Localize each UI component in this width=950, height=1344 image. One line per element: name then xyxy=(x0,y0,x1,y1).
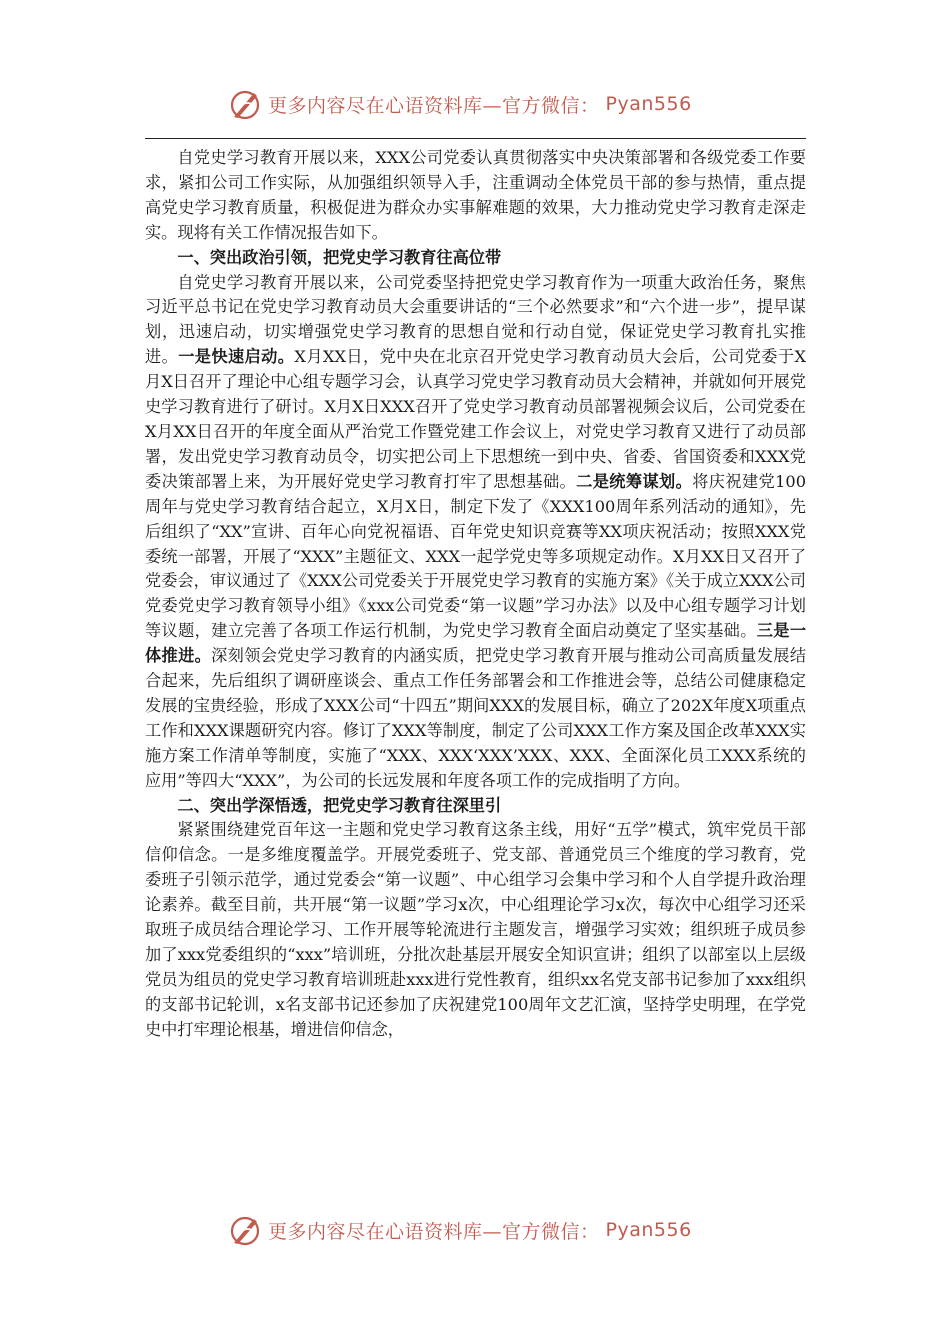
watermark-text: 更多内容尽在心语资料库—官方微信： xyxy=(268,1220,600,1243)
section-1-text-c: X月XX日，党中央在北京召开党史学习教育动员大会后，公司党委于X月X日召开了理论中心组专题学习会，认真学习党史学习教育动员大会精神，并就如何开展党史学习教育进行了研讨。X月X日XXX召开了党史学习教育动员部署视频会议后，公司党委在X月XX日召开的年度全面从严治党工作暨党建工作会议上，对党史学习教育又进行了动员部署，发出党史学习教育动员令，切实把公司上下思想统一到中央、省委、省国资委和XXX党委决策部署上来，为开展好党史学习教育打牢了思想基础。 xyxy=(145,347,807,491)
section-1-paragraph xyxy=(145,271,806,794)
header-rule xyxy=(145,138,806,139)
pen-logo-icon xyxy=(228,87,262,121)
section-1-text-d: 将庆祝建党100周年与党史学习教育结合起立，X月X日，制定下发了《XXX100周年系列活动的通知》，先后组织了“XX”宣讲、百年心向党祝福语、百年党史知识竞赛等XX项庆祝活动；按照XXX党委统一部署，开展了“XXX”主题征文、XXX一起学党史等多项规定动作。X月XX日又召开了党委会，审议通过了《XXX公司党委关于开展党史学习教育的实施方案》《关于成立XXX公司党委党史学习教育领导小组》《xxx公司党委“第一议题”学习办法》以及中心组专题学习计划等议题，建立完善了各项工作运行机制，为党史学习教育全面启动奠定了坚实基础。 xyxy=(145,471,807,641)
pen-logo-icon xyxy=(228,1213,262,1247)
point-2-label: 二是统筹谋划。 xyxy=(576,471,693,491)
point-1-label: 一是快速启动。 xyxy=(178,347,295,367)
section-2-paragraph: 紧紧围绕建党百年这一主题和党史学习教育这条主线，用好“五学”模式，筑牢党员干部信仰信念。一是多维度覆盖学。开展党委班子、党支部、普通党员三个维度的学习教育，党委班子引领示范学，通过党委会“第一议题”、中心组学习会集中学习和个人自学提升政治理论素养。截至目前，共开展“第一议题”学习x次，中心组理论学习x次，每次中心组学习还采取班子成员结合理论学习、工作开展等轮流进行主题发言，增强学习实效；组织班子成员参加了xxx党委组织的“xxx”培训班，分批次赴基层开展安全知识宣讲；组织了以部室以上层级党员为组员的党史学习教育培训班赴xxx进行党性教育，组织xx名党支部书记参加了xxx组织的支部书记轮训，x名支部书记还参加了庆祝建党100周年文艺汇演，坚持学史明理，在学党史中打牢理论根基，增进信仰信念， xyxy=(145,820,806,1039)
watermark-banner-bottom xyxy=(228,1210,692,1250)
watermark-banner-top xyxy=(228,84,692,124)
section-1-text-a: 自党史学习教育开展以来，公司党委坚持把党史学习教育作为一项重大政治任务，聚焦习近平总书记在党史学习教育动员大会重要讲话的“三个必然要求”和“六个进一步”，提早谋划，迅速启动，切实增强党史学习教育的思想自觉和行动自觉，保证党史学习教育扎实推进。 xyxy=(145,272,806,367)
watermark-wechat-id: Pyan556 xyxy=(605,93,692,115)
watermark-text: 更多内容尽在心语资料库—官方微信： xyxy=(268,94,600,117)
section-heading-1: 一、突出政治引领，把党史学习教育往高位带 xyxy=(177,247,502,267)
intro-paragraph: 自党史学习教育开展以来，XXX公司党委认真贯彻落实中央决策部署和各级党委工作要求，紧扣公司工作实际，从加强组织领导入手，注重调动全体党员干部的参与热情，重点提高党史学习教育质量，积极促进为群众办实事解难题的效果，大力推动党史学习教育走深走实。现将有关工作情况报告如下。 xyxy=(145,148,806,242)
watermark-wechat-id: Pyan556 xyxy=(605,1219,692,1241)
document-body xyxy=(145,146,806,1043)
section-heading-2: 二、突出学深悟透，把党史学习教育往深里引 xyxy=(177,795,502,815)
section-1-text-e: 深刻领会党史学习教育的内涵实质，把党史学习教育开展与推动公司高质量发展结合起来，先后组织了调研座谈会、重点工作任务部署会和工作推进会等，总结公司健康稳定发展的宝贵经验，形成了XXX公司“十四五”期间XXX的发展目标，确立了202X年度X项重点工作和XXX课题研究内容。修订了XXX等制度，制定了公司XXX工作方案及国企改革XXX实施方案工作清单等制度，实施了“XXX、XXX‘XXX’XXX、XXX、全面深化员工XXX系统的应用”等四大“XXX”，为公司的长远发展和年度各项工作的完成指明了方向。 xyxy=(145,646,807,790)
point-3-label: 三是一体推进。 xyxy=(145,621,807,666)
